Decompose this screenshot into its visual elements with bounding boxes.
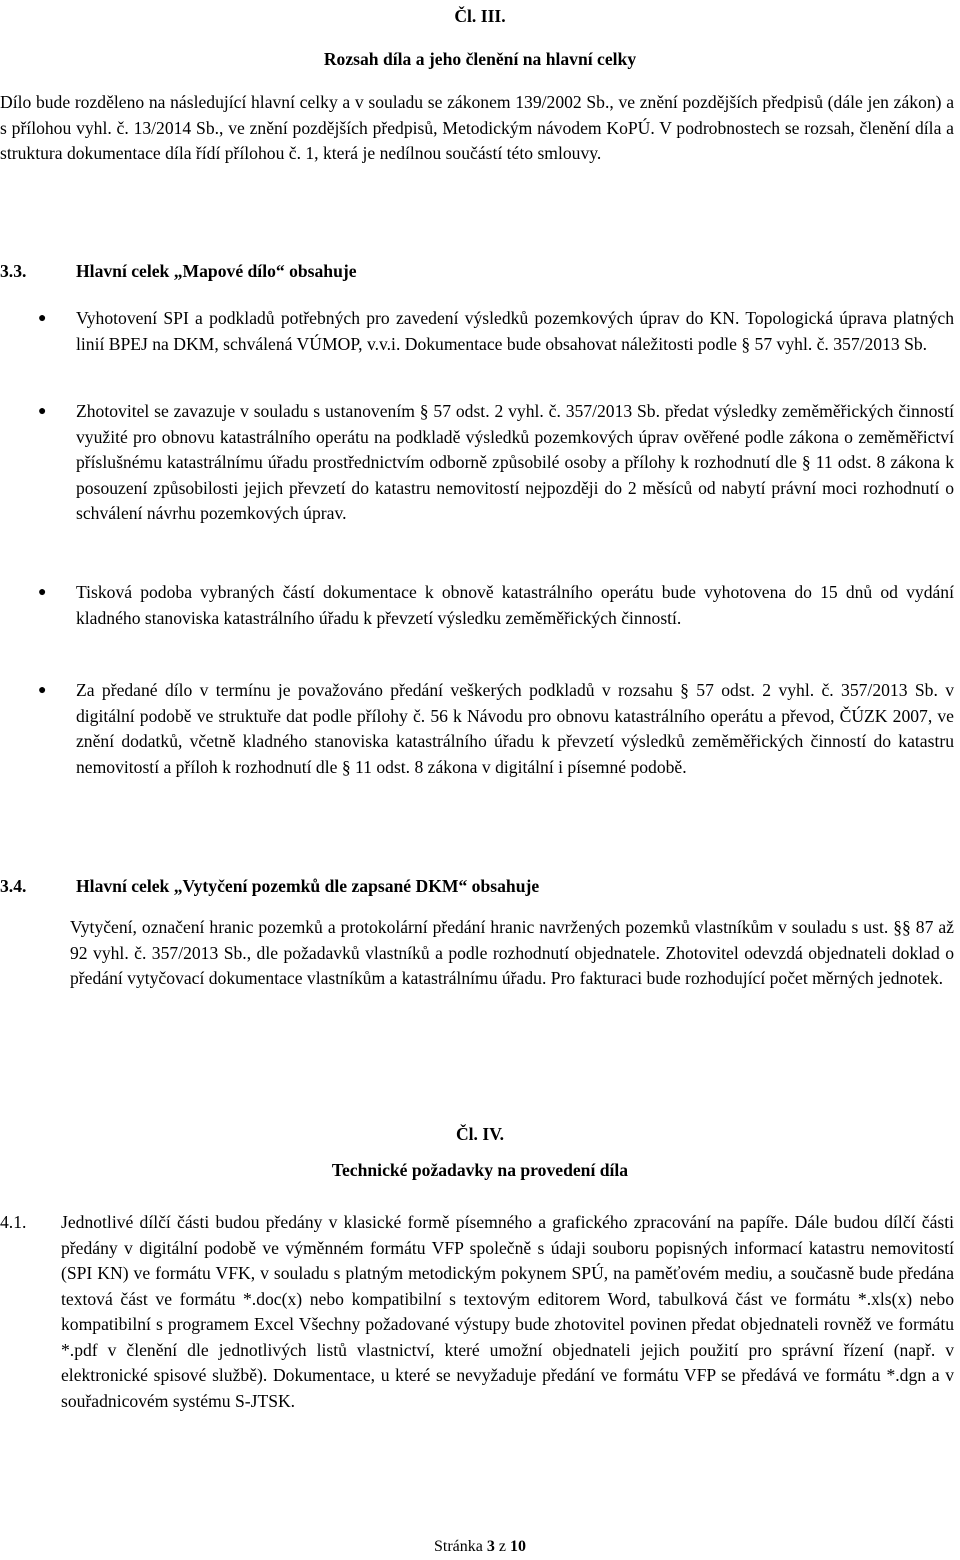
article-intro: Dílo bude rozděleno na následující hlavní celky a v souladu se zákonem 139/2002 Sb., ve znění pozdějších předpisů (dále jen zákon) a s přílohou vyhl. č. 13/2014 Sb., ve znění pozdějších předpisů, Metodickým návodem KoPÚ. V podrobnostech se rozsah, členění díla a struktura dokumentace díla řídí přílohou č. 1, která je nedílnou součástí této smlouvy. [0,92,954,163]
article-title-wrap [0,47,960,73]
list-item-text: Zhotovitel se zavazuje v souladu s ustanovením § 57 odst. 2 vyhl. č. 357/2013 Sb. předat výsledky zeměměřických činností využité pro obnovu katastrálního operátu na podkladě výsledků pozemkových úprav ověřené podle zákona o zeměměřictví příslušnému katastrálnímu úřadu prostřednictvím odborně způsobilé osoby a přílohy k rozhodnutí dle § 11 odst. 8 zákona k posouzení způsobilosti jejich převzetí do katastru nemovitostí nejpozději do 2 měsíců od nabytí právní moci rozhodnutí o schválení návrhu pozemkových úprav. [76,401,954,523]
section-title: Hlavní celek „Vytyčení pozemků dle zapsané DKM“ obsahuje [76,876,540,896]
section-number: 3.4. [0,876,27,896]
page-footer [0,1534,960,1560]
footer-page-number: 3 [486,1538,495,1555]
list-item-text: Za předané dílo v termínu je považováno předání veškerých podkladů v rozsahu § 57 odst. 2 vyhl. č. 357/2013 Sb. v digitální podobě ve struktuře dat podle přílohy č. 56 k Návodu pro obnovu katastrálního operátu a převod, ČÚZK 2007, ve znění dodatků, včetně kladného stanoviska katastrálního úřadu k převzetí výsledků zeměměřických činností do katastru nemovitostí a příloh k rozhodnutí dle § 11 odst. 8 zákona v digitální i písemné podobě. [76,680,954,777]
article-number: Čl. III. [454,6,506,26]
article-title: Technické požadavky na provedení díla [331,1160,629,1180]
section-title: Hlavní celek „Mapové dílo“ obsahuje [76,261,357,281]
footer-prefix: Stránka [434,1538,483,1555]
section-number: 4.1. [0,1212,27,1232]
list-item-text: Vyhotovení SPI a podkladů potřebných pro zavedení výsledků pozemkových úprav do KN. Topologická úprava platných linií BPEJ na DKM, schválená VÚMOP, v.v.i. Dokumentace bude obsahovat náležitosti podle § 57 vyhl. č. 357/2013 Sb. [76,308,954,354]
article-number: Čl. IV. [455,1124,505,1144]
section-number: 3.3. [0,261,27,281]
section-3-4-body: Vytyčení, označení hranic pozemků a protokolární předání hranic navržených pozemků vlastníkům v souladu s ust. §§ 87 až 92 vyhl. č. 357/2013 Sb., dle požadavků vlastníků a podle rozhodnutí objednatele. Zhotovitel odevzdá objednateli doklad o předání vytyčovací dokumentace vlastníkům a katastrálnímu úřadu. Pro fakturaci bude rozhodující počet měrných jednotek. [70,917,954,988]
article-title-wrap [0,1158,960,1184]
bullet-icon: ● [38,585,47,600]
list-item-text: Tisková podoba vybraných částí dokumentace k obnově katastrálního operátu bude vyhotovena do 15 dnů od vydání kladného stanoviska katastrálního úřadu k převzetí výsledku zeměměřických činností. [76,582,954,628]
article-heading [0,1122,960,1148]
article-heading [0,4,960,30]
section-4-1-body: Jednotlivé dílčí části budou předány v klasické formě písemného a grafického zpracování na papíře. Dále budou dílčí části předány v digitální podobě ve výměnném formátu VFP společně s údaji souboru popisných informací katastru nemovitostí (SPI KN) ve formátu VFK, v souladu s platným metodickým pokynem SPÚ, na paměťovém mediu, a současně bude předána textová část ve formátu *.doc(x) nebo kompatibilní s textovým editorem Word, tabulková část ve formátu *.xls(x) nebo kompatibilní s programem Excel Všechny požadované výstupy bude zhotovitel povinen předat objednateli rovněž ve formátu *.pdf v členění dle jednotlivých listů vlastnictví, které umožní objednateli jejich použití pro správní řízení (např. v elektronické spisové službě). Dokumentace, u které se nevyžaduje předání ve formátu VFP se předává ve formátu *.dgn a v souřadnicovém systému S-JTSK. [61,1212,954,1411]
bullet-icon: ● [38,311,47,326]
footer-of: z [498,1538,506,1555]
bullet-icon: ● [38,404,47,419]
footer-total-pages: 10 [509,1538,526,1555]
article-title: Rozsah díla a jeho členění na hlavní celky [323,49,637,69]
bullet-icon: ● [38,683,47,698]
